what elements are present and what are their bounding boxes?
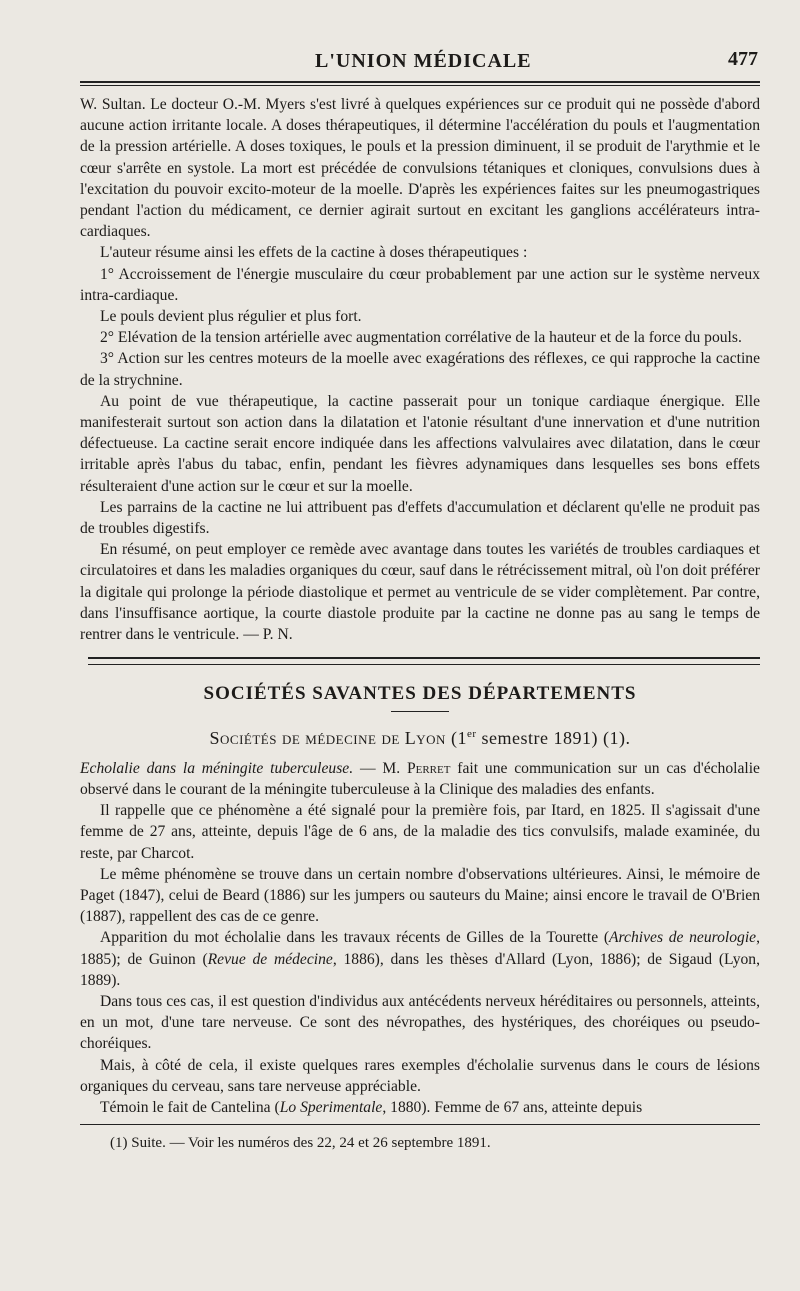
paragraph: Dans tous ces cas, il est question d'individus aux antécédents nerveux héréditaires ou personnels, atteints, en un mot, d'une tare nerveuse. Ce sont des névropathes, des hystériques, des choréiques ou pseudo-choréiques. (80, 992, 760, 1053)
paragraph: Le même phénomène se trouve dans un certain nombre d'observations ultérieures. Ainsi, le mémoire de Paget (1847), celui de Beard (1886) sur les jumpers ou sauteurs du Maine; ainsi encore le travail de O'Brien (1887), rappellent des cas de ce genre. (80, 865, 760, 926)
author-signature: P. N. (262, 626, 293, 644)
journal-title: Lo Sperimentale (279, 1098, 383, 1116)
subtitle-ordinal: 1 (457, 728, 467, 749)
paragraph: Il rappelle que ce phénomène a été signalé pour la première fois, par Itard, en 1825. Il s'agissait d'une femme de 27 ans, atteinte, depuis l'âge de 6 ans, de la maladie des tics convulsifs, malade examinée, du reste, par Charcot. (80, 802, 760, 862)
paragraph-text: , 1880). Femme de 67 ans, atteinte depuis (382, 1098, 643, 1116)
paragraph: Le pouls devient plus régulier et plus fort. (100, 308, 362, 326)
section-subtitle (80, 724, 760, 749)
header-rule-thin (80, 85, 760, 86)
section-title: SOCIÉTÉS SAVANTES DES DÉPARTEMENTS (203, 683, 637, 705)
paragraph-text: En résumé, on peut employer ce remède avec avantage dans toutes les variétés de troubles cardiaques et circulatoires et dans les maladies organiques du cœur, sauf dans le rétrécissement mitral, où l'on doit préférer la digitale qui prolonge la période diastolique et permet au ventricule de se vider complètement. Par contre, dans l'insuffisance aortique, la courte diastole produite par la cactine ne donne pas au sang le temps de rentrer dans le ventricule. — (80, 541, 760, 644)
paragraph-text: fait une communication sur un cas d'écholalie observé dans le courant de la méningite tuberculeuse à la Clinique des maladies des enfants. (80, 759, 760, 798)
paragraph-text: , 1885); de Guinon ( (80, 929, 760, 968)
communication-title: Echolalie dans la méningite tuberculeuse. (80, 759, 354, 777)
paragraph (80, 758, 760, 800)
subtitle-society: Sociétés de médecine de Lyon (209, 728, 446, 749)
footnote: (1) Suite. — Voir les numéros des 22, 24 et 26 septembre 1891. (110, 1135, 491, 1152)
journal-title: Revue de médecine (207, 950, 333, 968)
paragraph: 3° Action sur les centres moteurs de la moelle avec exagérations des réflexes, ce qui rapproche la cactine de la strychnine. (80, 350, 760, 389)
paragraph (80, 1097, 760, 1118)
paragraph: Les parrains de la cactine ne lui attribuent pas d'effets d'accumulation et déclarent qu'elle ne produit pas de troubles digestifs. (80, 498, 760, 538)
page-body (80, 94, 760, 1154)
author-name: Perret (406, 759, 451, 777)
paragraph-text: Témoin le fait de Cantelina ( (100, 1098, 280, 1116)
paragraph-text: Apparition du mot écholalie dans les travaux récents de Gilles de la Tourette ( (100, 929, 610, 947)
paragraph: Mais, à côté de cela, il existe quelques rares exemples d'écholalie survenus dans le cours de lésions organiques du cerveau, sans tare nerveuse appréciable. (80, 1056, 760, 1095)
title-rule (391, 711, 449, 712)
journal-title: Archives de neurologie (609, 929, 757, 947)
paragraph (80, 539, 760, 645)
paragraph: 2° Elévation de la tension artérielle avec augmentation corrélative de la hauteur et de la force du pouls. (100, 329, 742, 347)
paragraph (80, 927, 760, 991)
page-header (80, 48, 770, 78)
paragraph: L'auteur résume ainsi les effets de la cactine à doses thérapeutiques : (100, 244, 528, 262)
page-number: 477 (728, 48, 758, 70)
footnote-rule (80, 1124, 760, 1125)
paragraph: Au point de vue thérapeutique, la cactine passerait pour un tonique cardiaque énergique. Elle manifesterait surtout son action dans la dilatation et l'atonie résultant d'une innervation et d'une nutrition défectueuse. La cactine serait encore indiquée dans les affections valvulaires avec dilatation, dans le cœur irritable après l'abus du tabac, enfin, pendant les fièvres adynamiques dans lesquelles ses bons effets résulteraient d'une action sur le cœur et sur la moelle. (80, 392, 760, 495)
subtitle-open-paren: ( (450, 728, 458, 749)
paragraph: 1° Accroissement de l'énergie musculaire du cœur probablement par une action sur le système nerveux intra-cardiaque. (80, 265, 760, 304)
paragraph: W. Sultan. Le docteur O.-M. Myers s'est livré à quelques expériences sur ce produit qui ne possède d'abord aucune action irritante locale. A doses thérapeutiques, il détermine l'accélération du pouls et l'augmentation de la pression artérielle. A doses toxiques, le pouls et la pression diminuent, il se produit de l'arythmie et le cœur s'arrête en systole. La mort est précédée de convulsions tétaniques et cloniques, convulsions dues à l'excitation du pouvoir excito-moteur de la moelle. D'après les expériences faites sur les pneumogastriques pendant l'action du médicament, ce dernier agirait surtout en excitant les ganglions accélérateurs intra-cardiaques. (80, 96, 760, 241)
section-separator (88, 657, 760, 665)
paragraph-text: , 1886), dans les thèses d'Allard (Lyon, 1886); de Sigaud (Lyon, 1889). (80, 950, 760, 989)
running-title: L'UNION MÉDICALE (315, 50, 532, 72)
subtitle-rest: semestre 1891) (1). (481, 728, 631, 749)
subtitle-ordinal-suffix: er (466, 728, 477, 741)
header-rule (80, 81, 760, 83)
dash: — M. (353, 759, 407, 777)
